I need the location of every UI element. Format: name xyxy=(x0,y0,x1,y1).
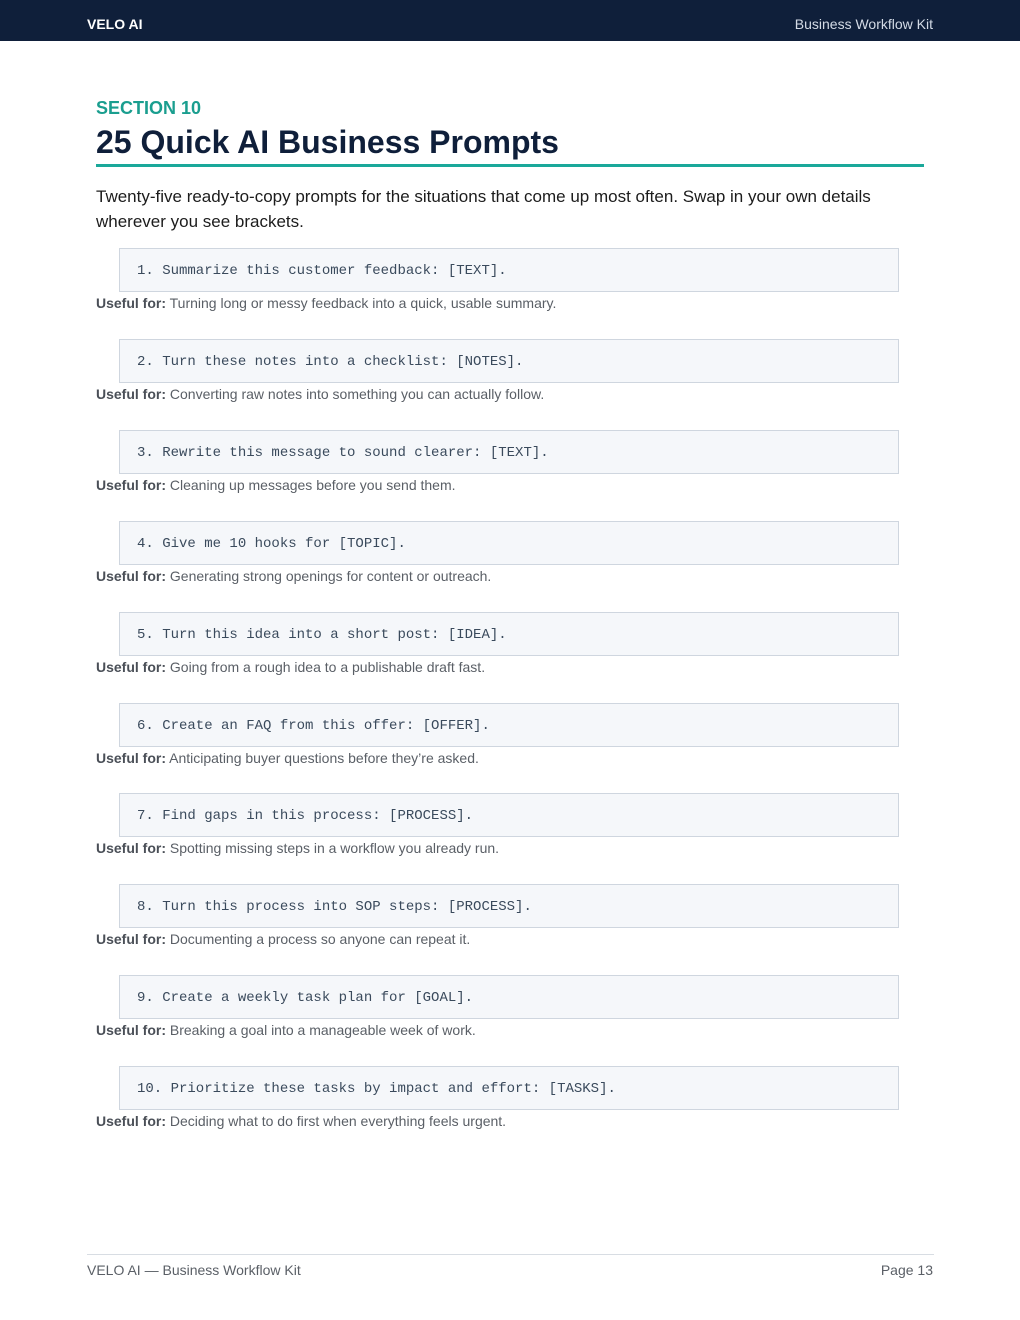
useful-for-text: Generating strong openings for content or outreach. xyxy=(169,568,492,584)
useful-for-line xyxy=(96,749,479,767)
prompt-text: 10. Prioritize these tasks by impact and effort: [TASKS]. xyxy=(137,1081,616,1097)
useful-for-line xyxy=(96,930,470,948)
prompt-box[interactable] xyxy=(119,430,899,474)
prompt-box[interactable] xyxy=(119,793,899,837)
useful-for-text: Breaking a goal into a manageable week of work. xyxy=(169,1022,476,1038)
useful-for-label: Useful for: xyxy=(96,931,166,947)
useful-for-line xyxy=(96,567,491,585)
useful-for-line xyxy=(96,476,456,494)
prompt-box[interactable] xyxy=(119,703,899,747)
prompt-box[interactable] xyxy=(119,612,899,656)
prompt-text: 7. Find gaps in this process: [PROCESS]. xyxy=(137,808,474,824)
useful-for-line xyxy=(96,385,544,403)
useful-for-label: Useful for: xyxy=(96,477,166,493)
prompt-box[interactable] xyxy=(119,248,899,292)
footer-title: VELO AI — Business Workflow Kit xyxy=(87,1262,301,1278)
useful-for-label: Useful for: xyxy=(96,1022,166,1038)
useful-for-line xyxy=(96,1112,506,1130)
prompt-box[interactable] xyxy=(119,975,899,1019)
useful-for-text: Anticipating buyer questions before they’re asked. xyxy=(169,750,479,766)
prompt-box[interactable] xyxy=(119,1066,899,1110)
useful-for-line xyxy=(96,658,485,676)
useful-for-label: Useful for: xyxy=(96,386,166,402)
brand-name: VELO AI xyxy=(87,16,143,32)
prompt-text: 2. Turn these notes into a checklist: [NOTES]. xyxy=(137,354,524,370)
useful-for-text: Converting raw notes into something you can actually follow. xyxy=(169,386,545,402)
useful-for-label: Useful for: xyxy=(96,568,166,584)
prompt-text: 1. Summarize this customer feedback: [TEXT]. xyxy=(137,263,507,279)
useful-for-text: Documenting a process so anyone can repeat it. xyxy=(169,931,471,947)
useful-for-text: Turning long or messy feedback into a quick, usable summary. xyxy=(169,295,557,311)
section-label: SECTION 10 xyxy=(96,98,202,118)
useful-for-label: Useful for: xyxy=(96,750,166,766)
prompt-text: 8. Turn this process into SOP steps: [PROCESS]. xyxy=(137,899,532,915)
page-number: Page 13 xyxy=(880,1262,933,1278)
prompt-text: 5. Turn this idea into a short post: [IDEA]. xyxy=(137,627,507,643)
prompt-text: 6. Create an FAQ from this offer: [OFFER]. xyxy=(137,718,490,734)
top-bar xyxy=(0,0,1020,41)
useful-for-line xyxy=(96,1021,476,1039)
intro-paragraph: Twenty-five ready-to-copy prompts for the situations that come up most often. Swap in your own details wherever you see brackets. xyxy=(96,187,871,231)
useful-for-label: Useful for: xyxy=(96,659,166,675)
useful-for-label: Useful for: xyxy=(96,295,166,311)
useful-for-text: Going from a rough idea to a publishable draft fast. xyxy=(169,659,486,675)
useful-for-text: Cleaning up messages before you send them. xyxy=(169,477,456,493)
useful-for-label: Useful for: xyxy=(96,1113,166,1129)
prompt-text: 9. Create a weekly task plan for [GOAL]. xyxy=(137,990,474,1006)
prompt-text: 4. Give me 10 hooks for [TOPIC]. xyxy=(137,536,406,552)
useful-for-text: Spotting missing steps in a workflow you already run. xyxy=(169,840,500,856)
title-underline xyxy=(96,164,924,167)
prompt-box[interactable] xyxy=(119,521,899,565)
useful-for-text: Deciding what to do first when everything feels urgent. xyxy=(169,1113,507,1129)
kit-name: Business Workflow Kit xyxy=(794,16,933,32)
page-title: 25 Quick AI Business Prompts xyxy=(96,124,559,160)
prompt-text: 3. Rewrite this message to sound clearer: [TEXT]. xyxy=(137,445,549,461)
footer-divider xyxy=(87,1254,934,1255)
prompt-box[interactable] xyxy=(119,884,899,928)
useful-for-label: Useful for: xyxy=(96,840,166,856)
useful-for-line xyxy=(96,294,556,312)
prompt-box[interactable] xyxy=(119,339,899,383)
useful-for-line xyxy=(96,839,499,857)
